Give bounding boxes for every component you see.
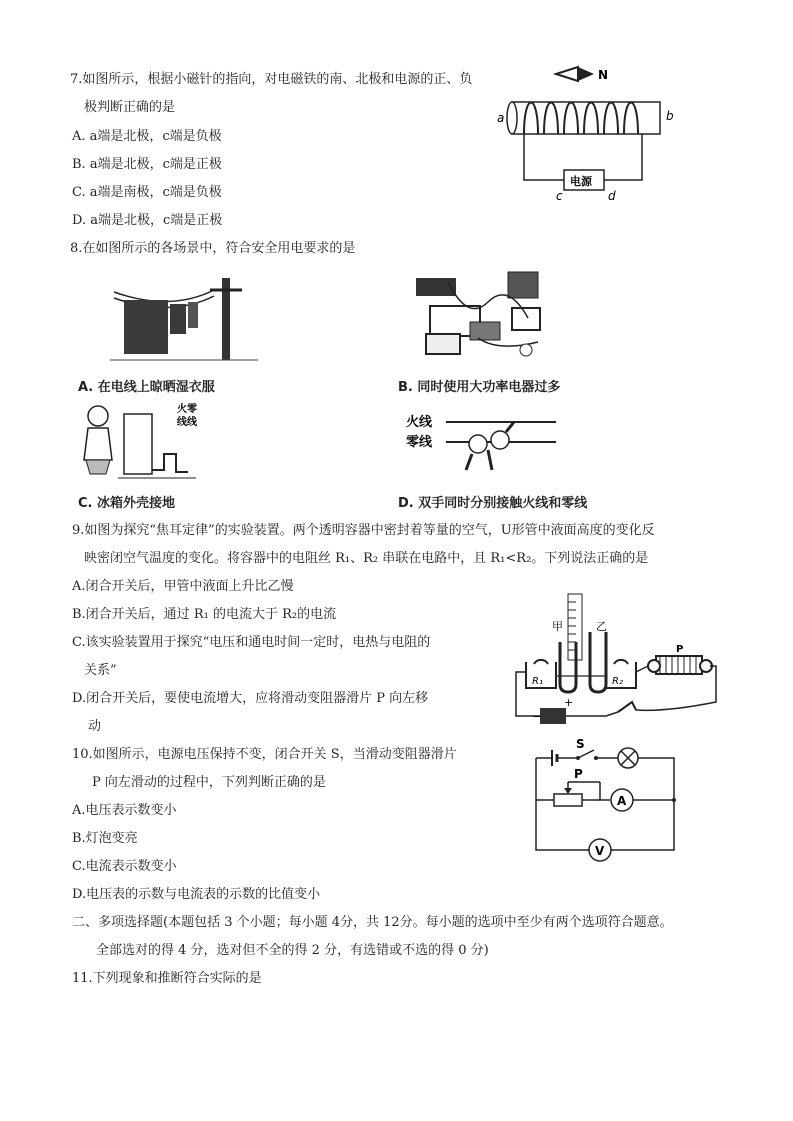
q8-caption-c: C. 冰箱外壳接地 bbox=[78, 496, 176, 511]
label-r1: R₁ bbox=[532, 676, 543, 687]
label-c: c bbox=[556, 189, 563, 203]
section2-line1: 二、多项选择题(本题包括 3 个小题；每小题 4分，共 12分。每小题的选项中至少有两个选项符合题意。 bbox=[72, 915, 673, 930]
q10-stem-line2: P 向左滑动的过程中，下列判断正确的是 bbox=[92, 775, 326, 790]
q9-option-c-cont: 关系” bbox=[84, 663, 117, 678]
label-xianxian: 线线 bbox=[177, 417, 197, 428]
q9-stem-line2: 映密闭空气温度的变化。将容器中的电阻丝 R₁、R₂ 串联在电路中，且 R₁<R₂。下列说法正确的是 bbox=[84, 551, 649, 566]
q9-option-d-cont: 动 bbox=[88, 719, 102, 734]
q7-stem-line1: 7.如图所示，根据小磁针的指向，对电磁铁的南、北极和电源的正、负 bbox=[70, 72, 473, 87]
label-huoling: 火零 bbox=[177, 404, 197, 415]
q8-stem: 8.在如图所示的各场景中，符合安全用电要求的是 bbox=[70, 241, 356, 256]
compass-needle-north bbox=[578, 67, 594, 81]
label-d: d bbox=[608, 189, 616, 203]
scene-b-many-appliances bbox=[408, 262, 558, 362]
label-lingxian: 零线 bbox=[406, 435, 433, 450]
label-r2: R₂ bbox=[612, 676, 623, 687]
q8-caption-b: B. 同时使用大功率电器过多 bbox=[398, 380, 561, 395]
label-minus: − bbox=[532, 710, 542, 723]
q7-option-b: B. a端是北极，c端是正极 bbox=[72, 157, 222, 172]
q10-option-c: C.电流表示数变小 bbox=[72, 859, 177, 874]
label-ammeter: A bbox=[617, 794, 627, 808]
q9-option-b: B.闭合开关后，通过 R₁ 的电流大于 R₂的电流 bbox=[72, 607, 337, 622]
scene-c-fridge-grounded bbox=[78, 400, 198, 482]
q11-stem: 11.下列现象和推断符合实际的是 bbox=[72, 971, 262, 986]
section2-line2: 全部选对的得 4 分，选对但不全的得 2 分，有选错或不选的得 0 分) bbox=[96, 943, 489, 958]
power-label: 电源 bbox=[570, 175, 592, 188]
label-b: b bbox=[666, 109, 674, 123]
q8-caption-d: D. 双手同时分别接触火线和零线 bbox=[398, 496, 588, 511]
compass-n-label: N bbox=[598, 68, 609, 82]
q7-stem-line2: 极判断正确的是 bbox=[84, 100, 176, 115]
q9-option-a: A.闭合开关后，甲管中液面上升比乙慢 bbox=[72, 579, 294, 594]
q9-option-c: C.该实验装置用于探究“电压和通电时间一定时，电热与电阻的 bbox=[72, 635, 431, 650]
q9-stem-line1: 9.如图为探究“焦耳定律”的实验装置。两个透明容器中密封着等量的空气，U形管中液面高度的变化反 bbox=[72, 523, 655, 538]
label-plus: + bbox=[564, 696, 574, 709]
compass-needle-south bbox=[556, 67, 578, 81]
q8-caption-a: A. 在电线上晾晒湿衣服 bbox=[78, 380, 215, 395]
circuit-diagram-q10 bbox=[530, 738, 680, 862]
label-p: P bbox=[676, 644, 684, 655]
q7-option-d: D. a端是北极，c端是正极 bbox=[72, 213, 223, 228]
q10-option-b: B.灯泡变亮 bbox=[72, 831, 138, 846]
q9-option-d: D.闭合开关后，要使电流增大，应将滑动变阻器滑片 P 向左移 bbox=[72, 691, 429, 706]
q10-option-a: A.电压表示数变小 bbox=[72, 803, 177, 818]
label-p-q10: P bbox=[574, 767, 583, 781]
q10-stem-line1: 10.如图所示，电源电压保持不变，闭合开关 S，当滑动变阻器滑片 bbox=[72, 747, 457, 762]
label-huoxian: 火线 bbox=[406, 415, 433, 430]
label-jia: 甲 bbox=[552, 620, 563, 633]
rheostat-symbol bbox=[554, 794, 582, 806]
label-s: S bbox=[576, 738, 585, 751]
electromagnet-figure bbox=[494, 62, 686, 204]
scene-a-clothes-on-wire bbox=[110, 268, 258, 363]
rheostat bbox=[656, 656, 702, 674]
q7-option-a: A. a端是北极，c端是负极 bbox=[72, 129, 222, 144]
label-yi: 乙 bbox=[596, 620, 607, 633]
label-voltmeter: V bbox=[595, 844, 605, 858]
joule-law-apparatus bbox=[506, 592, 720, 732]
q7-option-c: C. a端是南极，c端是负极 bbox=[72, 185, 222, 200]
q10-option-d: D.电压表的示数与电流表的示数的比值变小 bbox=[72, 887, 321, 902]
scene-d-touch-both-wires bbox=[406, 410, 556, 476]
label-a: a bbox=[497, 111, 505, 125]
